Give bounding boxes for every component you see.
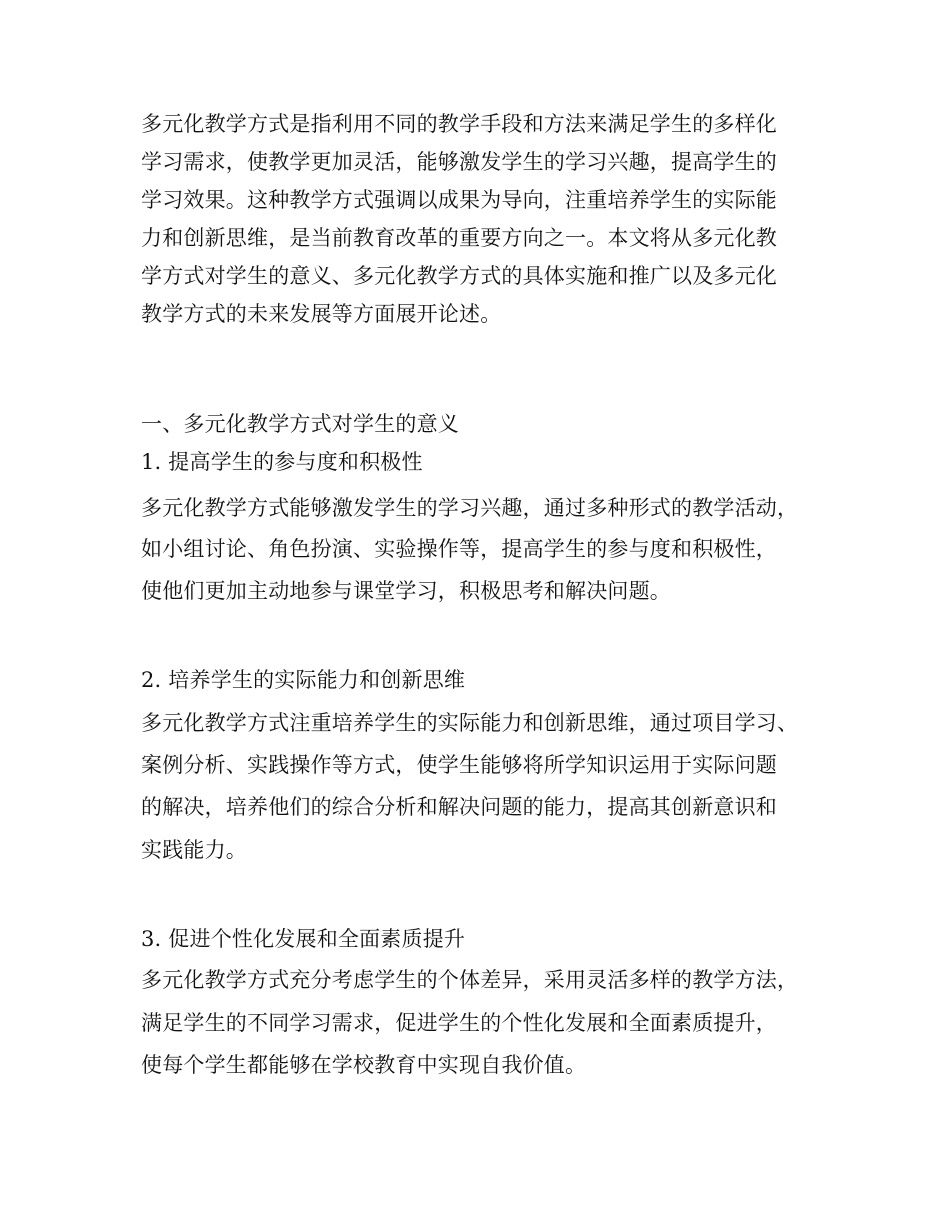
paragraph-line: 的解决，培养他们的综合分析和解决问题的能力，提高其创新意识和 [141, 795, 777, 819]
subsection-heading: 2. 培养学生的实际能力和创新思维 [141, 668, 466, 692]
intro-line: 力和创新思维，是当前教育改革的重要方向之一。本文将从多元化教 [141, 226, 777, 250]
subsection-heading: 3. 促进个性化发展和全面素质提升 [141, 927, 466, 951]
intro-line: 学方式对学生的意义、多元化教学方式的具体实施和推广以及多元化 [141, 264, 777, 288]
paragraph-line: 多元化教学方式充分考虑学生的个体差异，采用灵活多样的教学方法， [141, 968, 799, 992]
section-heading: 一、多元化教学方式对学生的意义 [141, 412, 459, 436]
paragraph-line: 使他们更加主动地参与课堂学习，积极思考和解决问题。 [141, 579, 671, 603]
paragraph-line: 多元化教学方式注重培养学生的实际能力和创新思维，通过项目学习、 [141, 711, 799, 735]
intro-line: 学习效果。这种教学方式强调以成果为导向，注重培养学生的实际能 [141, 188, 777, 212]
intro-line: 学习需求，使教学更加灵活，能够激发学生的学习兴趣，提高学生的 [141, 150, 777, 174]
paragraph-line: 满足学生的不同学习需求，促进学生的个性化发展和全面素质提升， [141, 1011, 777, 1035]
paragraph-line: 多元化教学方式能够激发学生的学习兴趣，通过多种形式的教学活动， [141, 496, 799, 520]
paragraph-line: 使每个学生都能够在学校教育中实现自我价值。 [141, 1053, 587, 1077]
subsection-heading: 1. 提高学生的参与度和积极性 [141, 450, 423, 474]
intro-line: 多元化教学方式是指利用不同的教学手段和方法来满足学生的多样化 [141, 112, 777, 136]
paragraph-line: 如小组讨论、角色扮演、实验操作等，提高学生的参与度和积极性， [141, 537, 777, 561]
paragraph-line: 案例分析、实践操作等方式，使学生能够将所学知识运用于实际问题 [141, 753, 777, 777]
intro-line: 教学方式的未来发展等方面展开论述。 [141, 302, 502, 326]
paragraph-line: 实践能力。 [141, 838, 247, 862]
